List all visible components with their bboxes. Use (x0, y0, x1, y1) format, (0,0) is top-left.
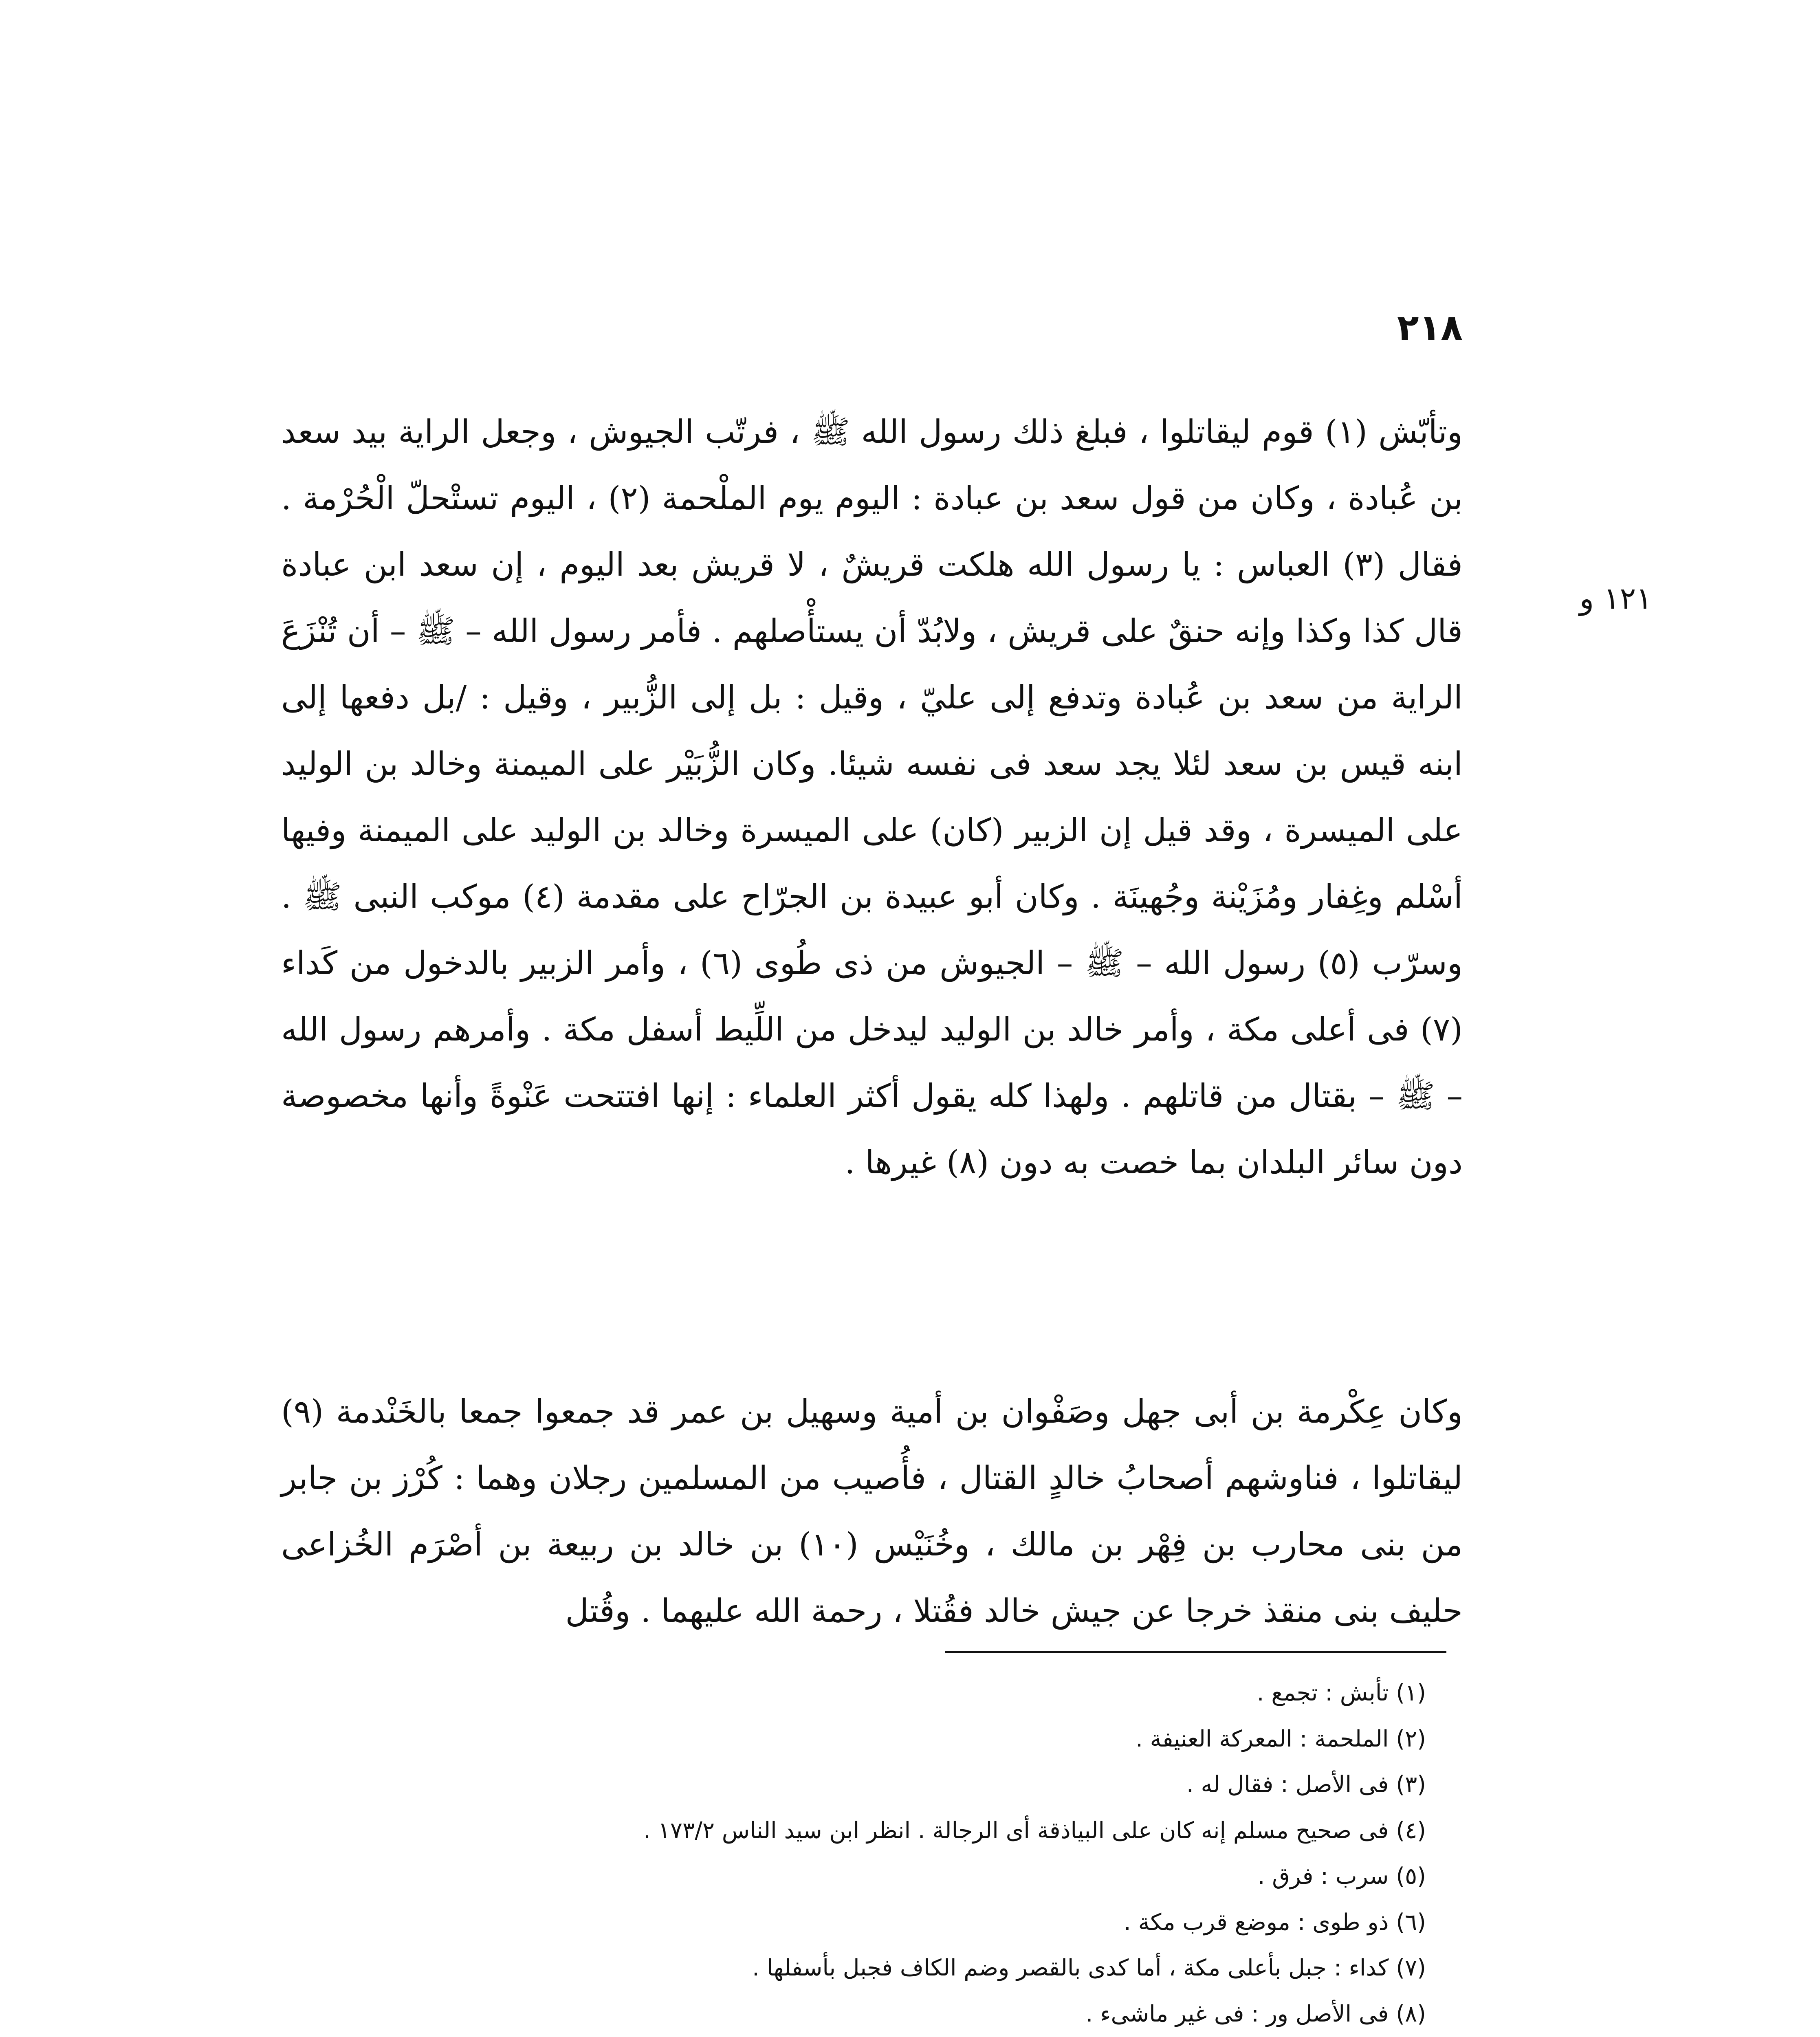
footnote: (١) تأبش : تجمع . (1257, 1680, 1426, 1706)
footnote: (٣) فى الأصل : فقال له . (1186, 1771, 1426, 1798)
footnote-divider (945, 1651, 1446, 1653)
page-number: ٢١٨ (1397, 306, 1463, 348)
footnote: (٢) الملحمة : المعركة العنيفة . (1136, 1725, 1426, 1752)
body-paragraph-2: وكان عِكْرمة بن أبى جهل وصَفْوان بن أمية وسهيل بن عمر قد جمعوا جمعا بالخَنْدمة (٩) ليقاتلوا ، فناوشهم أصحابُ خالدٍ القتال ، فأُصيب من المسلمين رجلان وهما : كُرْز بن جابر من بنى محارب بن فِهْر بن مالك ، وخُنَيْس (١٠) بن خالد بن ربيعة بن أصْرَم الخُزاعى حليف بنى منقذ خرجا عن جيش خالد فقُتلا ، رحمة الله عليهما . وقُتل (281, 1393, 1463, 1630)
footnote: (٧) كداء : جبل بأعلى مكة ، أما كدى بالقصر وضم الكاف فجبل بأسفلها . (752, 1955, 1426, 1981)
footnote: (٤) فى صحيح مسلم إنه كان على البياذقة أى الرجالة . انظر ابن سيد الناس ١٧٣/٢ . (643, 1817, 1426, 1844)
body-paragraph-1: وتأبّش (١) قوم ليقاتلوا ، فبلغ ذلك رسول الله ﷺ ، فرتّب الجيوش ، وجعل الراية بيد سعد بن عُبادة ، وكان من قول سعد بن عبادة : اليوم يوم الملْحمة (٢) ، اليوم تستْحلّ الْحُرْمة . فقال (٣) العباس : يا رسول الله هلكت قريشٌ ، لا قريش بعد اليوم ، إن سعد ابن عبادة قال كذا وكذا وإنه حنقٌ على قريش ، ولابُدّ أن يستأْصلهم . فأمر رسول الله – ﷺ – أن تُنْزَعَ الراية من سعد بن عُبادة وتدفع إلى عليّ ، وقيل : بل إلى الزُّبير ، وقيل : /بل دفعها إلى ابنه قيس بن سعد لئلا يجد سعد فى نفسه شيئا. وكان الزُّبَيْر على الميمنة وخالد بن الوليد على الميسرة ، وقد قيل إن الزبير (كان) على الميسرة وخالد بن الوليد على الميمنة وفيها أسْلم وغِفار ومُزَيْنة وجُهينَة . وكان أبو عبيدة بن الجرّاح على مقدمة (٤) موكب النبى ﷺ . وسرّب (٥) رسول الله – ﷺ – الجيوش من ذى طُوى (٦) ، وأمر الزبير بالدخول من كَداء (٧) فى أعلى مكة ، وأمر خالد بن الوليد ليدخل من اللِّيط أسفل مكة . وأمرهم رسول الله – ﷺ – بقتال من قاتلهم . ولهذا كله يقول أكثر العلماء : إنها افتتحت عَنْوةً وأنها مخصوصة دون سائر البلدان بما خصت به دون (٨) غيرها . (281, 413, 1463, 1181)
footnote: (٨) فى الأصل ور : فى غير ماشىء . (1085, 2000, 1426, 2027)
footnotes-list (367, 1670, 1426, 2037)
margin-folio-note: ١٢١ و (1579, 581, 1652, 616)
footnote: (٦) ذو طوى : موضع قرب مكة . (1124, 1909, 1426, 1936)
footnote: (٥) سرب : فرق . (1257, 1863, 1426, 1890)
